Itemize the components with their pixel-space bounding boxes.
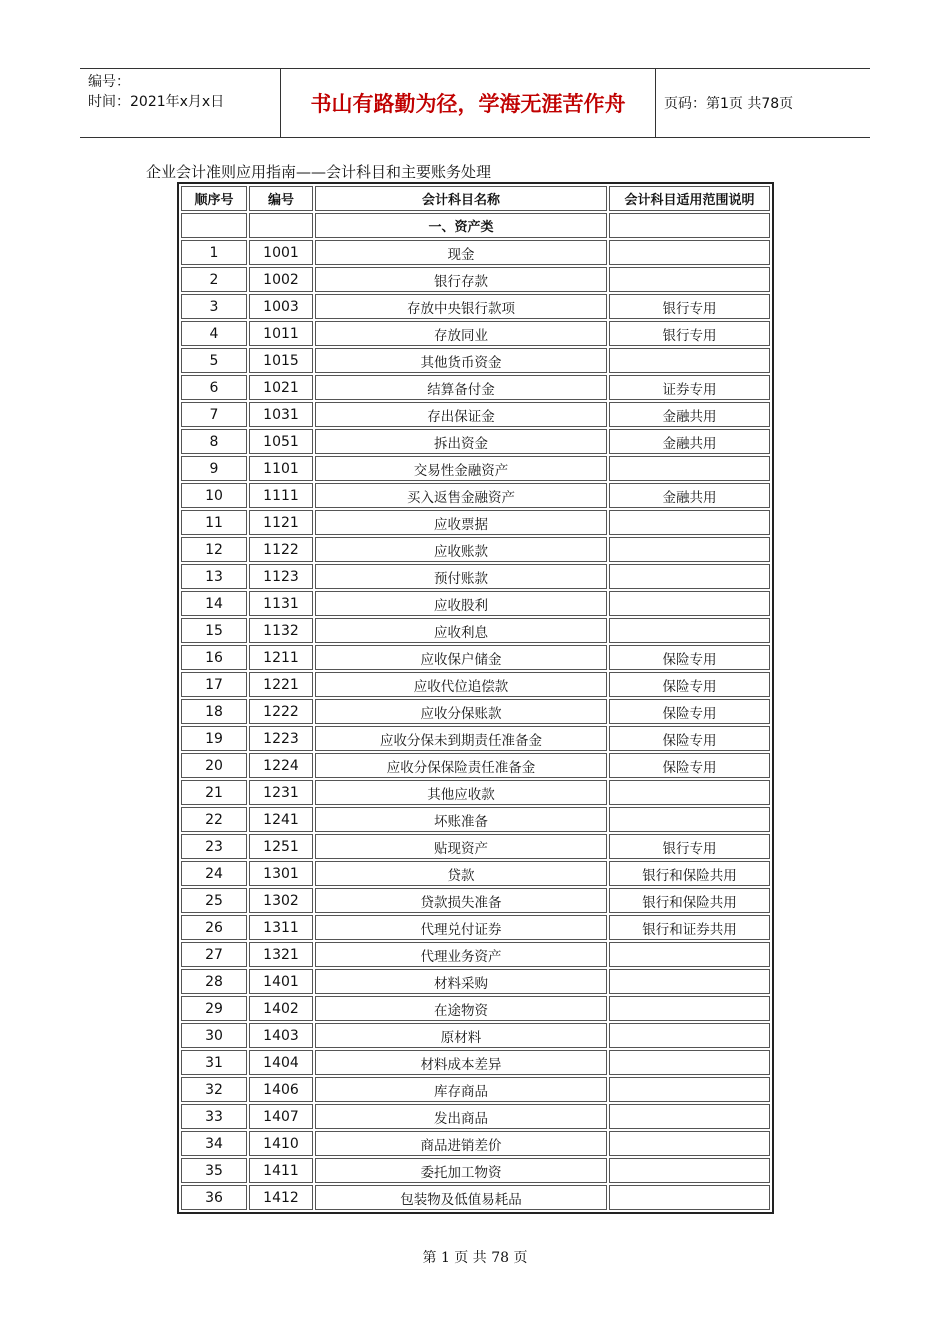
- table-row: [181, 348, 770, 373]
- row-seq: 26: [181, 915, 247, 940]
- row-code: 1122: [249, 537, 313, 562]
- row-seq: 13: [181, 564, 247, 589]
- row-scope: 金融共用: [609, 483, 770, 508]
- row-scope: 保险专用: [609, 672, 770, 697]
- table-row: [181, 969, 770, 994]
- page-header: [80, 68, 870, 138]
- row-name: 包装物及低值易耗品: [315, 1185, 607, 1210]
- row-code: 1211: [249, 645, 313, 670]
- motto: 书山有路勤为径，学海无涯苦作舟: [281, 69, 656, 137]
- row-scope: [609, 618, 770, 643]
- table-row: [181, 429, 770, 454]
- page-footer: 第 1 页 共 78 页: [422, 1250, 528, 1266]
- row-scope: [609, 510, 770, 535]
- row-code: 1302: [249, 888, 313, 913]
- row-seq: 12: [181, 537, 247, 562]
- row-name: 预付账款: [315, 564, 607, 589]
- page-info: 页码：第1页 共78页: [664, 96, 794, 112]
- category-row: [181, 213, 770, 238]
- row-name: 应收利息: [315, 618, 607, 643]
- row-name: 在途物资: [315, 996, 607, 1021]
- table-row: [181, 753, 770, 778]
- row-code: 1121: [249, 510, 313, 535]
- row-name: 买入返售金融资产: [315, 483, 607, 508]
- accounts-table: [177, 182, 774, 1214]
- row-seq: 10: [181, 483, 247, 508]
- table-row: [181, 294, 770, 319]
- row-code: 1131: [249, 591, 313, 616]
- row-seq: 19: [181, 726, 247, 751]
- header-seq: 顺序号: [181, 186, 247, 211]
- row-scope: [609, 807, 770, 832]
- row-name: 应收票据: [315, 510, 607, 535]
- row-seq: 32: [181, 1077, 247, 1102]
- row-scope: [609, 1131, 770, 1156]
- row-code: 1223: [249, 726, 313, 751]
- row-code: 1411: [249, 1158, 313, 1183]
- date-text: 时间：2021年x月x日: [88, 94, 225, 110]
- row-name: 交易性金融资产: [315, 456, 607, 481]
- row-seq: 29: [181, 996, 247, 1021]
- row-seq: 21: [181, 780, 247, 805]
- row-seq: 23: [181, 834, 247, 859]
- row-code: 1241: [249, 807, 313, 832]
- row-code: 1221: [249, 672, 313, 697]
- table-row: [181, 267, 770, 292]
- table-row: [181, 1158, 770, 1183]
- row-scope: [609, 942, 770, 967]
- header-scope: 会计科目适用范围说明: [609, 186, 770, 211]
- table-row: [181, 240, 770, 265]
- table-row: [181, 537, 770, 562]
- table-row: [181, 1050, 770, 1075]
- row-seq: 33: [181, 1104, 247, 1129]
- row-name: 库存商品: [315, 1077, 607, 1102]
- row-name: 委托加工物资: [315, 1158, 607, 1183]
- row-seq: 11: [181, 510, 247, 535]
- table-row: [181, 645, 770, 670]
- row-code: 1051: [249, 429, 313, 454]
- row-name: 银行存款: [315, 267, 607, 292]
- table-row: [181, 1185, 770, 1210]
- row-code: 1224: [249, 753, 313, 778]
- row-name: 拆出资金: [315, 429, 607, 454]
- table-row: [181, 618, 770, 643]
- table-row: [181, 861, 770, 886]
- header-meta: [80, 69, 281, 137]
- row-name: 原材料: [315, 1023, 607, 1048]
- row-scope: [609, 1077, 770, 1102]
- table-row: [181, 807, 770, 832]
- row-name: 应收股利: [315, 591, 607, 616]
- row-scope: [609, 1185, 770, 1210]
- header-name: 会计科目名称: [315, 186, 607, 211]
- row-seq: 5: [181, 348, 247, 373]
- row-seq: 25: [181, 888, 247, 913]
- row-scope: 金融共用: [609, 429, 770, 454]
- row-seq: 24: [181, 861, 247, 886]
- row-name: 应收账款: [315, 537, 607, 562]
- table-row: [181, 1104, 770, 1129]
- row-code: 1410: [249, 1131, 313, 1156]
- table-row: [181, 591, 770, 616]
- row-scope: 银行和保险共用: [609, 861, 770, 886]
- row-code: 1002: [249, 267, 313, 292]
- row-scope: [609, 591, 770, 616]
- row-code: 1222: [249, 699, 313, 724]
- table-header-row: [181, 186, 770, 211]
- row-name: 材料成本差异: [315, 1050, 607, 1075]
- table-row: [181, 483, 770, 508]
- table-row: [181, 699, 770, 724]
- row-code: 1321: [249, 942, 313, 967]
- row-code: 1301: [249, 861, 313, 886]
- row-code: 1403: [249, 1023, 313, 1048]
- table-row: [181, 672, 770, 697]
- row-code: 1251: [249, 834, 313, 859]
- table-row: [181, 321, 770, 346]
- row-scope: [609, 267, 770, 292]
- row-scope: [609, 1050, 770, 1075]
- row-name: 贴现资产: [315, 834, 607, 859]
- row-seq: 30: [181, 1023, 247, 1048]
- row-name: 存放中央银行款项: [315, 294, 607, 319]
- category-label: 一、资产类: [315, 213, 607, 238]
- row-name: 代理兑付证券: [315, 915, 607, 940]
- table-row: [181, 510, 770, 535]
- row-name: 应收分保未到期责任准备金: [315, 726, 607, 751]
- document-title: 企业会计准则应用指南——会计科目和主要账务处理: [146, 163, 492, 181]
- row-scope: [609, 1023, 770, 1048]
- row-code: 1031: [249, 402, 313, 427]
- row-scope: [609, 240, 770, 265]
- row-code: 1123: [249, 564, 313, 589]
- row-name: 发出商品: [315, 1104, 607, 1129]
- row-name: 贷款: [315, 861, 607, 886]
- row-seq: 17: [181, 672, 247, 697]
- row-scope: [609, 780, 770, 805]
- table-row: [181, 888, 770, 913]
- row-scope: 银行专用: [609, 294, 770, 319]
- row-name: 应收保户储金: [315, 645, 607, 670]
- row-name: 存放同业: [315, 321, 607, 346]
- table-row: [181, 780, 770, 805]
- row-seq: 3: [181, 294, 247, 319]
- row-seq: 20: [181, 753, 247, 778]
- row-scope: [609, 1104, 770, 1129]
- row-scope: 保险专用: [609, 753, 770, 778]
- row-seq: 34: [181, 1131, 247, 1156]
- row-code: 1111: [249, 483, 313, 508]
- row-seq: 8: [181, 429, 247, 454]
- row-code: 1406: [249, 1077, 313, 1102]
- row-name: 贷款损失准备: [315, 888, 607, 913]
- table-row: [181, 1131, 770, 1156]
- row-seq: 28: [181, 969, 247, 994]
- row-seq: 1: [181, 240, 247, 265]
- row-scope: 银行专用: [609, 321, 770, 346]
- row-name: 存出保证金: [315, 402, 607, 427]
- header-code: 编号: [249, 186, 313, 211]
- row-scope: [609, 1158, 770, 1183]
- row-code: 1015: [249, 348, 313, 373]
- row-seq: 4: [181, 321, 247, 346]
- row-seq: 14: [181, 591, 247, 616]
- table-row: [181, 942, 770, 967]
- row-code: 1402: [249, 996, 313, 1021]
- row-code: 1132: [249, 618, 313, 643]
- row-seq: 7: [181, 402, 247, 427]
- row-name: 材料采购: [315, 969, 607, 994]
- row-code: 1003: [249, 294, 313, 319]
- row-scope: [609, 969, 770, 994]
- table-row: [181, 915, 770, 940]
- row-seq: 2: [181, 267, 247, 292]
- table-row: [181, 1023, 770, 1048]
- table-row: [181, 456, 770, 481]
- row-name: 其他货币资金: [315, 348, 607, 373]
- row-code: 1407: [249, 1104, 313, 1129]
- row-scope: 银行和保险共用: [609, 888, 770, 913]
- row-scope: [609, 537, 770, 562]
- row-name: 坏账准备: [315, 807, 607, 832]
- row-code: 1001: [249, 240, 313, 265]
- row-scope: [609, 456, 770, 481]
- row-name: 应收分保保险责任准备金: [315, 753, 607, 778]
- row-scope: 银行专用: [609, 834, 770, 859]
- row-name: 商品进销差价: [315, 1131, 607, 1156]
- row-scope: [609, 564, 770, 589]
- row-name: 结算备付金: [315, 375, 607, 400]
- row-code: 1101: [249, 456, 313, 481]
- row-seq: 15: [181, 618, 247, 643]
- row-name: 其他应收款: [315, 780, 607, 805]
- table-row: [181, 402, 770, 427]
- row-scope: 保险专用: [609, 645, 770, 670]
- table-row: [181, 564, 770, 589]
- row-code: 1401: [249, 969, 313, 994]
- row-seq: 9: [181, 456, 247, 481]
- row-name: 应收代位追偿款: [315, 672, 607, 697]
- table-row: [181, 726, 770, 751]
- row-seq: 36: [181, 1185, 247, 1210]
- row-name: 现金: [315, 240, 607, 265]
- row-scope: 保险专用: [609, 726, 770, 751]
- row-name: 应收分保账款: [315, 699, 607, 724]
- table-row: [181, 375, 770, 400]
- table-row: [181, 834, 770, 859]
- row-seq: 35: [181, 1158, 247, 1183]
- row-seq: 6: [181, 375, 247, 400]
- row-scope: 金融共用: [609, 402, 770, 427]
- row-seq: 27: [181, 942, 247, 967]
- table-row: [181, 1077, 770, 1102]
- row-name: 代理业务资产: [315, 942, 607, 967]
- row-code: 1404: [249, 1050, 313, 1075]
- row-seq: 16: [181, 645, 247, 670]
- row-scope: 保险专用: [609, 699, 770, 724]
- row-code: 1231: [249, 780, 313, 805]
- row-seq: 22: [181, 807, 247, 832]
- row-code: 1412: [249, 1185, 313, 1210]
- row-seq: 18: [181, 699, 247, 724]
- row-code: 1021: [249, 375, 313, 400]
- row-code: 1311: [249, 915, 313, 940]
- table-row: [181, 996, 770, 1021]
- row-scope: [609, 996, 770, 1021]
- code-label: 编号：: [88, 74, 130, 90]
- row-seq: 31: [181, 1050, 247, 1075]
- row-scope: 银行和证券共用: [609, 915, 770, 940]
- row-code: 1011: [249, 321, 313, 346]
- row-scope: 证券专用: [609, 375, 770, 400]
- row-scope: [609, 348, 770, 373]
